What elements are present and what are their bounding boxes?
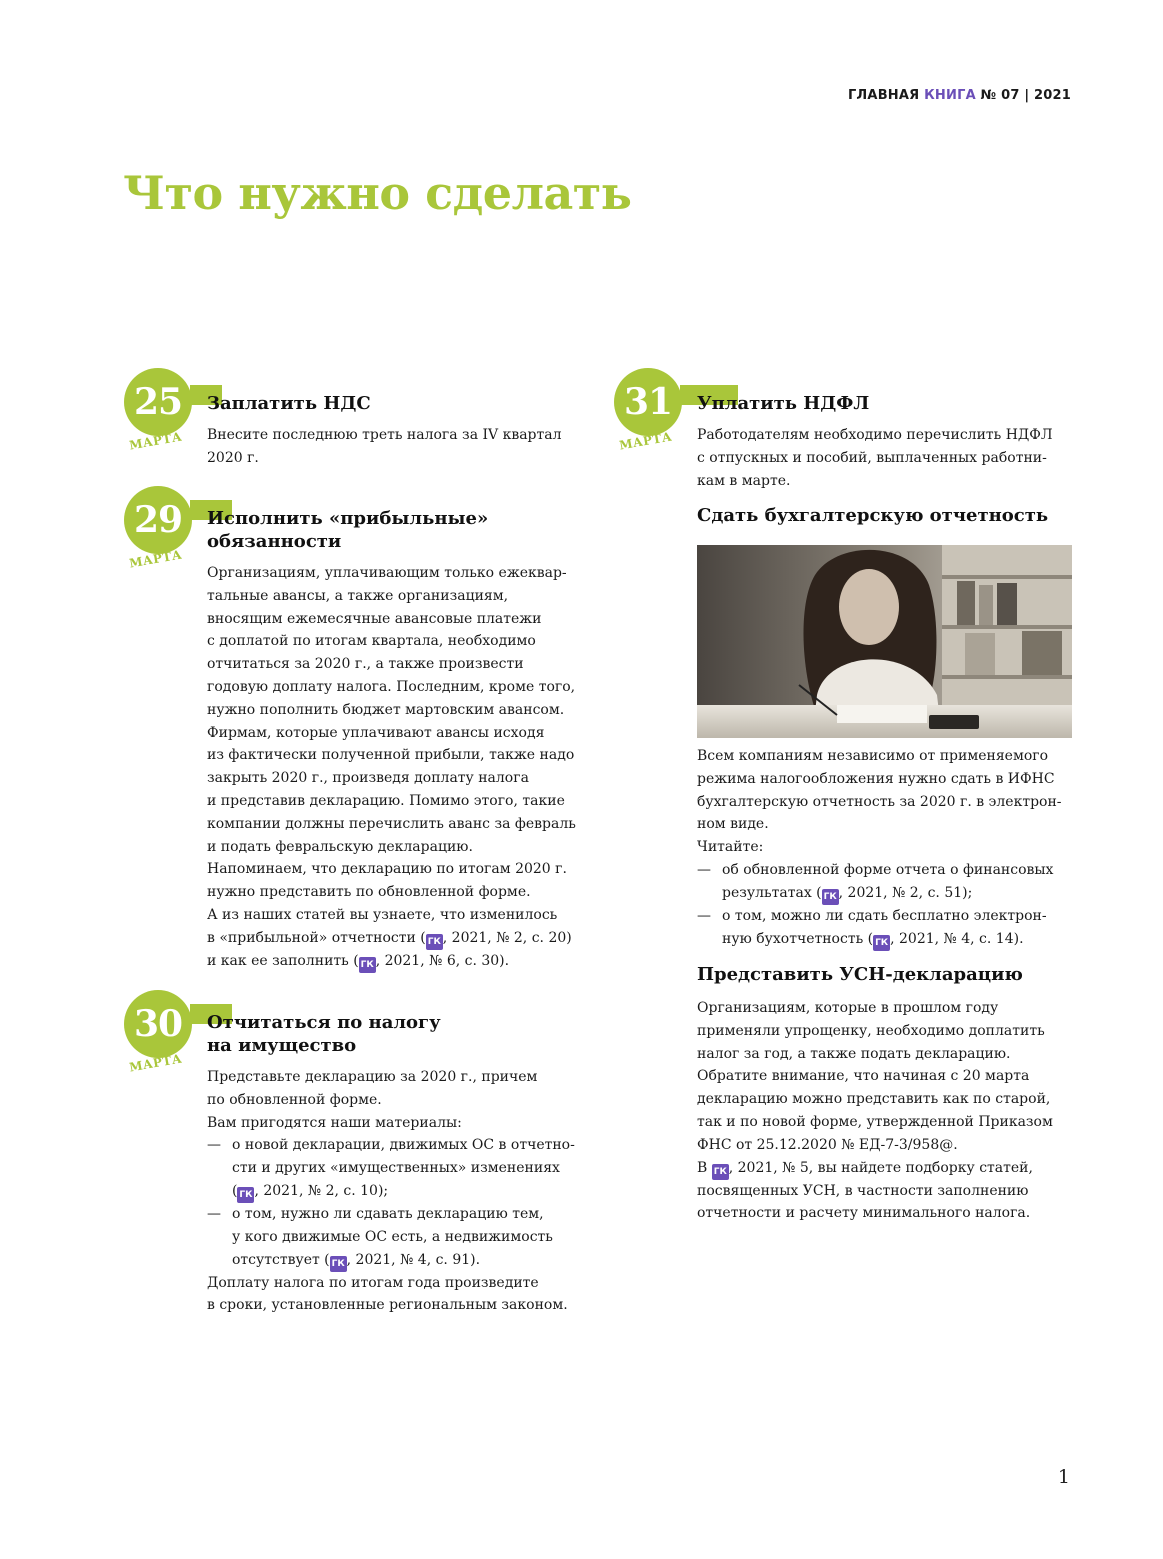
text-line: А из наших статей вы узнаете, что изменилось bbox=[207, 906, 558, 923]
text-line: тальные авансы, а также организациям, bbox=[207, 587, 509, 604]
magazine-header bbox=[848, 88, 1071, 103]
text-line: с доплатой по итогам квартала, необходимо bbox=[207, 633, 536, 650]
section-heading-accounting: Сдать бухгалтерскую отчетность bbox=[697, 505, 1049, 526]
date-day: 30 bbox=[133, 1003, 183, 1045]
text-line: — об обновленной форме отчета о финансовых bbox=[722, 861, 1054, 878]
text-line: и подать февральскую декларацию. bbox=[207, 838, 473, 855]
date-month-label: МАРТА bbox=[128, 429, 184, 453]
text-line: Фирмам, которые уплачивают авансы исходя bbox=[207, 724, 545, 741]
text-line: Читайте: bbox=[697, 839, 764, 856]
section-body-profit bbox=[207, 562, 576, 973]
date-day: 31 bbox=[623, 381, 673, 423]
date-month-label: МАРТА bbox=[618, 429, 674, 453]
text-line: закрыть 2020 г., произведя доплату налога bbox=[207, 770, 529, 787]
text-fragment: , 2021, № 5, вы найдете подборку статей, bbox=[728, 1159, 1033, 1176]
text-line: — о новой декларации, движимых ОС в отчетно- bbox=[232, 1137, 575, 1154]
text-line-with-ref bbox=[722, 882, 1077, 905]
page-title: Что нужно сделать bbox=[123, 166, 632, 220]
text-line: Вам пригодятся наши материалы: bbox=[207, 1114, 462, 1131]
list-item bbox=[697, 905, 1077, 951]
text-line: компании должны перечислить аванс за февраль bbox=[207, 815, 576, 832]
text-line: годовую доплату налога. Последним, кроме того, bbox=[207, 678, 576, 695]
text-line: Организациям, уплачивающим только ежеквар- bbox=[207, 565, 567, 581]
date-month-label: МАРТА bbox=[128, 1051, 184, 1075]
list-item bbox=[697, 859, 1077, 905]
section-heading-vat: Заплатить НДС bbox=[207, 393, 371, 414]
text-line: 2020 г. bbox=[207, 449, 259, 466]
text-line-with-ref bbox=[722, 928, 1077, 951]
magazine-ref-icon[interactable]: ГК bbox=[330, 1256, 347, 1272]
text-fragment: , 2021, № 6, с. 30). bbox=[375, 952, 510, 969]
text-fragment: и как ее заполнить ( bbox=[207, 952, 359, 969]
text-line: Обратите внимание, что начиная с 20 марта bbox=[697, 1068, 1030, 1085]
magazine-ref-icon[interactable]: ГК bbox=[426, 934, 443, 950]
text-line: — о том, нужно ли сдавать декларацию тем, bbox=[232, 1205, 544, 1222]
text-line: и представив декларацию. Помимо этого, такие bbox=[207, 792, 565, 809]
list-item bbox=[207, 1134, 587, 1203]
magazine-ref-icon[interactable]: ГК bbox=[712, 1164, 729, 1180]
text-fragment: , 2021, № 2, с. 20) bbox=[442, 929, 572, 946]
date-day: 29 bbox=[133, 499, 183, 541]
text-line: отчетности и расчету минимального налога. bbox=[697, 1205, 1031, 1222]
text-line: Напоминаем, что декларацию по итогам 2020 г. bbox=[207, 861, 567, 878]
heading-line: на имущество bbox=[207, 1035, 357, 1056]
text-line: отчитаться за 2020 г., а также произвести bbox=[207, 656, 524, 673]
date-badge-31 bbox=[614, 368, 682, 436]
text-line: ФНС от 25.12.2020 № ЕД-7-3/958@. bbox=[697, 1136, 958, 1153]
section-heading-profit bbox=[207, 507, 488, 553]
reading-list bbox=[697, 859, 1077, 951]
text-line: из фактически полученной прибыли, также надо bbox=[207, 747, 575, 764]
magazine-name: ГЛАВНАЯ bbox=[847, 88, 925, 103]
section-body-property-tax bbox=[207, 1066, 587, 1317]
heading-line: обязанности bbox=[207, 531, 342, 552]
text-line-with-ref bbox=[207, 950, 576, 973]
heading-line: Отчитаться по налогу bbox=[207, 1012, 441, 1033]
text-line: Внесите последнюю треть налога за IV квартал bbox=[207, 427, 562, 443]
text-fragment: , 2021, № 2, с. 51); bbox=[838, 884, 973, 901]
reading-list bbox=[207, 1134, 587, 1271]
section-body-ndfl bbox=[697, 424, 1053, 492]
text-line: посвященных УСН, в частности заполнению bbox=[697, 1182, 1029, 1199]
text-line: режима налогообложения нужно сдать в ИФНС bbox=[697, 770, 1055, 787]
heading-line: Исполнить «прибыльные» bbox=[207, 508, 489, 529]
date-month-label: МАРТА bbox=[128, 547, 184, 571]
text-line-with-ref bbox=[697, 1157, 1077, 1180]
date-badge-29 bbox=[124, 486, 192, 554]
text-line: у кого движимые ОС есть, а недвижимость bbox=[232, 1228, 553, 1245]
text-fragment: результатах ( bbox=[722, 884, 822, 901]
magazine-ref-icon[interactable]: ГК bbox=[237, 1187, 254, 1203]
issue-number: № 07 | 2021 bbox=[975, 88, 1071, 103]
list-item bbox=[207, 1203, 587, 1272]
magazine-ref-icon[interactable]: ГК bbox=[873, 935, 890, 951]
text-line: по обновленной форме. bbox=[207, 1091, 382, 1108]
date-badge-30 bbox=[124, 990, 192, 1058]
date-day: 25 bbox=[133, 381, 183, 423]
text-fragment: , 2021, № 4, с. 91). bbox=[346, 1251, 481, 1268]
section-heading-usn: Представить УСН-декларацию bbox=[697, 964, 1023, 985]
magazine-ref-icon[interactable]: ГК bbox=[822, 889, 839, 905]
section-heading-ndfl: Уплатить НДФЛ bbox=[697, 393, 870, 414]
text-line: Доплату налога по итогам года произведите bbox=[207, 1274, 539, 1291]
text-line: кам в марте. bbox=[697, 472, 791, 489]
section-body-vat bbox=[207, 424, 562, 470]
section-heading-property-tax bbox=[207, 1011, 441, 1057]
text-line: с отпускных и пособий, выплаченных работни- bbox=[697, 449, 1047, 466]
text-line: налог за год, а также подать декларацию. bbox=[697, 1045, 1011, 1062]
photo-woman-working bbox=[697, 545, 1072, 738]
text-fragment: , 2021, № 2, с. 10); bbox=[254, 1182, 389, 1199]
text-fragment: В bbox=[697, 1159, 712, 1176]
text-line: вносящим ежемесячные авансовые платежи bbox=[207, 610, 542, 627]
text-fragment: в «прибыльной» отчетности ( bbox=[207, 929, 426, 946]
section-body-usn bbox=[697, 997, 1077, 1225]
text-line: так и по новой форме, утвержденной Приказом bbox=[697, 1113, 1053, 1130]
text-line: Представьте декларацию за 2020 г., причем bbox=[207, 1069, 538, 1085]
text-line-with-ref bbox=[232, 1180, 587, 1203]
page-number: 1 bbox=[1057, 1466, 1070, 1488]
text-line-with-ref bbox=[207, 927, 576, 950]
text-line: Работодателям необходимо перечислить НДФЛ bbox=[697, 427, 1053, 443]
text-line: применяли упрощенку, необходимо доплатить bbox=[697, 1022, 1045, 1039]
magazine-ref-icon[interactable]: ГК bbox=[359, 957, 376, 973]
text-fragment: ( bbox=[232, 1182, 238, 1199]
text-line: сти и других «имущественных» изменениях bbox=[232, 1160, 560, 1177]
text-fragment: , 2021, № 4, с. 14). bbox=[890, 930, 1024, 947]
text-line: в сроки, установленные региональным законом. bbox=[207, 1297, 568, 1314]
text-line: Всем компаниям независимо от применяемого bbox=[697, 748, 1049, 764]
date-badge-25 bbox=[124, 368, 192, 436]
section-body-accounting bbox=[697, 745, 1077, 951]
magazine-name-accent: КНИГА bbox=[924, 88, 976, 103]
text-line: бухгалтерскую отчетность за 2020 г. в электрон- bbox=[697, 793, 1062, 810]
text-fragment: отсутствует ( bbox=[232, 1251, 330, 1268]
text-fragment: ную бухотчетность ( bbox=[722, 930, 874, 947]
text-line: нужно представить по обновленной форме. bbox=[207, 884, 531, 901]
text-line: Организациям, которые в прошлом году bbox=[697, 1000, 999, 1016]
text-line: ном виде. bbox=[697, 816, 769, 833]
text-line-with-ref bbox=[232, 1249, 587, 1272]
text-line: — о том, можно ли сдать бесплатно электрон- bbox=[722, 907, 1047, 924]
text-line: нужно пополнить бюджет мартовским авансом. bbox=[207, 701, 565, 718]
text-line: декларацию можно представить как по старой, bbox=[697, 1091, 1051, 1108]
